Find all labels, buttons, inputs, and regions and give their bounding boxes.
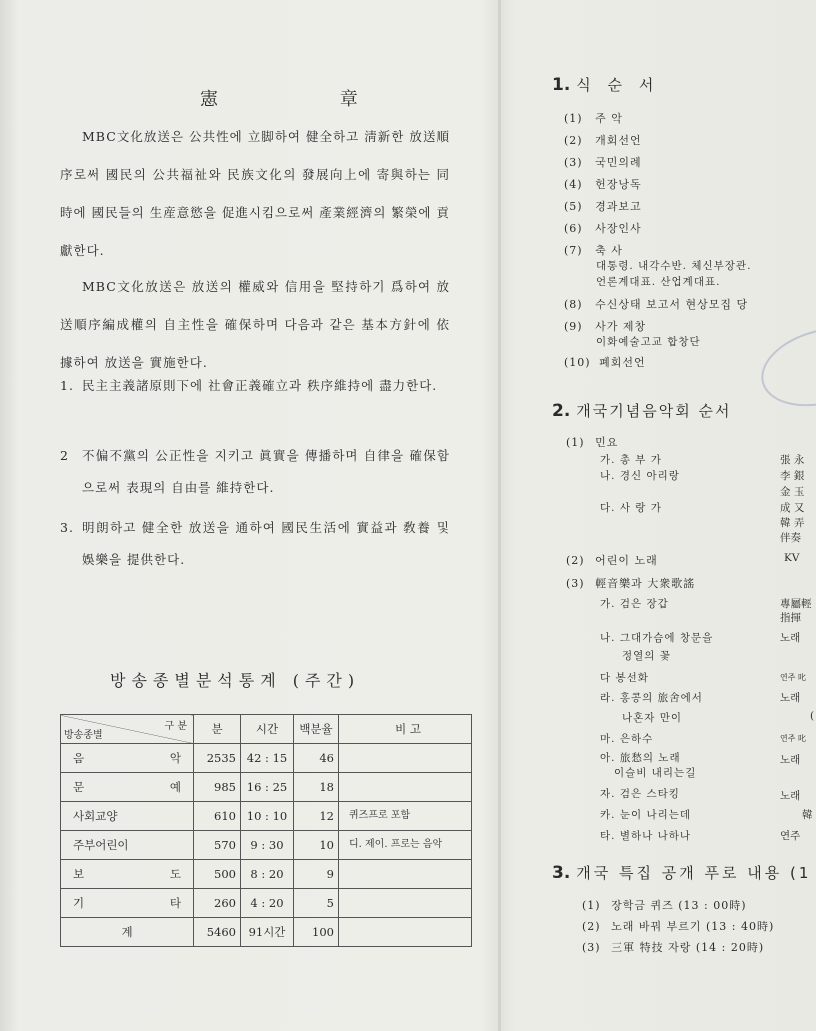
stats-header-count: 분: [194, 715, 241, 744]
stats-count: 985: [194, 773, 241, 802]
concert-performer: 韓: [802, 809, 813, 821]
concert-song: 가. 검은 장갑: [600, 598, 669, 610]
concert-song: 자. 검은 스타킹: [600, 788, 680, 800]
charter-item-1-num: 1.: [60, 378, 74, 393]
ceremony-item-label: 사가 제창: [595, 320, 647, 333]
concert-song: 정열의 꽃: [622, 650, 671, 662]
charter-item-1: [60, 370, 450, 402]
ceremony-item-label: 사장인사: [595, 222, 642, 235]
charter-item-1-text: 民主主義諸原則下에 社會正義確立과 秩序維持에 盡力한다.: [82, 378, 438, 393]
special-item-label: 장학금 퀴즈 (13 : 00時): [611, 899, 747, 912]
table-row: [61, 744, 472, 773]
concert-performer: 노래: [780, 632, 801, 644]
ceremony-item-num: (5): [564, 200, 583, 213]
charter-title: 憲 章: [200, 89, 416, 110]
stats-category: 문 예: [61, 773, 194, 802]
table-row: [61, 773, 472, 802]
special-item: [582, 918, 774, 934]
stats-table: [60, 714, 472, 947]
special-title: 개국 특집 공개 푸로 내용 (1: [576, 864, 812, 882]
ceremony-item: [564, 318, 646, 334]
ceremony-item-label: 개회선언: [595, 134, 642, 147]
table-row: [61, 889, 472, 918]
concert-song: 카. 눈이 나리는데: [600, 809, 692, 821]
ceremony-item-label: 헌장낭독: [595, 178, 642, 191]
ceremony-item: [564, 198, 642, 214]
stats-category: 주부어린이: [61, 831, 194, 860]
concert-performer: 연주: [780, 830, 801, 842]
special-item-label: 三軍 特技 자랑 (14 : 20時): [611, 941, 765, 954]
concert-performer: 指揮: [780, 612, 801, 624]
stats-percent: 18: [294, 773, 339, 802]
ceremony-item-num: (4): [564, 178, 583, 191]
special-item: [582, 897, 747, 913]
ceremony-item: [564, 354, 646, 370]
concert-song: 이슬비 내리는길: [614, 767, 697, 779]
special-num: 3.: [552, 863, 571, 883]
concert-group-label: 어린이 노래: [595, 554, 658, 567]
concert-performer: 張 永: [780, 454, 805, 466]
concert-group-label: 민요: [595, 436, 619, 449]
stats-percent: 9: [294, 860, 339, 889]
concert-performer: KV: [784, 552, 800, 564]
concert-group-num: (3): [566, 577, 585, 590]
stats-header-diag-bottom: 방송종별: [64, 730, 103, 741]
concert-performer: 노래: [780, 754, 801, 766]
ceremony-congrats-line-2: 언론계대표. 산업계대표.: [596, 276, 721, 288]
stats-count: 260: [194, 889, 241, 918]
concert-performer: 노래: [780, 790, 801, 802]
concert-performer: 노래: [780, 692, 801, 704]
concert-performer: 金 玉: [780, 486, 805, 498]
concert-heading: [552, 400, 731, 421]
charter-paragraph-2: [60, 268, 450, 382]
ceremony-heading: [552, 74, 659, 95]
stats-time: 42 : 15: [241, 744, 294, 773]
stats-header-category: [61, 715, 194, 744]
ceremony-item-label: 수신상태 보고서 현상모집 당: [595, 298, 749, 311]
stats-count: 610: [194, 802, 241, 831]
concert-group-num: (1): [566, 436, 585, 449]
stats-count: 2535: [194, 744, 241, 773]
concert-performer: 연주 叱: [780, 734, 806, 743]
stats-header-row: [61, 715, 472, 744]
stats-category: 보 도: [61, 860, 194, 889]
concert-song: 타. 별하나 나하나: [600, 830, 692, 842]
ceremony-item-num: (6): [564, 222, 583, 235]
table-row: [61, 831, 472, 860]
special-item-num: (3): [582, 941, 601, 954]
stats-title: 방송종별분석통계 (주간): [110, 671, 361, 690]
stats-count: 500: [194, 860, 241, 889]
charter-item-2: [60, 440, 450, 504]
ceremony-item-num: (1): [564, 112, 583, 125]
ceremony-item-label: 국민의례: [595, 156, 642, 169]
concert-song: 아. 旅愁의 노래: [600, 752, 681, 764]
stats-note: [339, 889, 472, 918]
stats-note: [339, 773, 472, 802]
stats-percent: 46: [294, 744, 339, 773]
ceremony-item: [564, 296, 748, 312]
ceremony-item-label: 축 사: [595, 244, 623, 257]
charter-paragraph-1: [60, 118, 450, 270]
stats-total-time: 91시간: [241, 918, 294, 947]
ceremony-item-num: (9): [564, 320, 583, 333]
stats-category: 기 타: [61, 889, 194, 918]
concert-group-3: [566, 575, 695, 591]
concert-song: 나. 그대가슴에 창문을: [600, 632, 714, 644]
faint-stamp-mark: [753, 315, 816, 419]
concert-song: 라. 홍콩의 旅舍에서: [600, 692, 703, 704]
special-item-num: (2): [582, 920, 601, 933]
stats-header-percent: 백분율: [294, 715, 339, 744]
concert-performer: 韓 弄: [780, 517, 805, 529]
ceremony-title: 식 순 서: [576, 76, 660, 94]
ceremony-congrats-line-1: 대통령. 내각수반. 체신부장관.: [596, 260, 752, 272]
concert-performer: (: [810, 710, 815, 722]
concert-group-label: 輕音樂과 大衆歌謠: [595, 577, 696, 590]
concert-performer: 李 銀: [780, 470, 805, 482]
concert-group-1: [566, 434, 618, 450]
concert-song: 나. 경신 아리랑: [600, 470, 680, 482]
charter-item-2-text: 不偏不黨의 公正性을 지키고 眞實을 傳播하며 自律을 確保함으로써 表現의 自由를 維持한다.: [82, 448, 450, 495]
charter-paragraph-2-text: MBC文化放送은 放送의 權威와 信用을 堅持하기 爲하여 放送順序編成權의 自主性을 確保하며 다음과 같은 基本方針에 依據하여 放送을 實施한다.: [60, 279, 450, 370]
concert-num: 2.: [552, 401, 571, 421]
ceremony-item-label: 폐회선언: [599, 356, 646, 369]
stats-note: 퀴즈프로 포함: [339, 802, 472, 831]
concert-performer: 伴奏: [780, 532, 801, 544]
stats-note: 디. 제이. 프로는 음악: [339, 831, 472, 860]
concert-song: 가. 총 부 가: [600, 454, 662, 466]
concert-performer: 專屬輕: [780, 598, 812, 610]
stats-percent: 10: [294, 831, 339, 860]
concert-performer: 연주 叱: [780, 673, 806, 682]
ceremony-item-num: (3): [564, 156, 583, 169]
ceremony-item-label: 주 악: [595, 112, 623, 125]
stats-header-diag-top: 구 분: [164, 721, 187, 732]
stats-category: 사회교양: [61, 802, 194, 831]
stats-category: 음 악: [61, 744, 194, 773]
stats-header-note: 비 고: [339, 715, 472, 744]
concert-performer: 成 又: [780, 502, 805, 514]
stats-note: [339, 744, 472, 773]
right-page: [500, 0, 816, 1031]
ceremony-item: [564, 154, 642, 170]
ceremony-item-num: (8): [564, 298, 583, 311]
ceremony-item-num: (7): [564, 244, 583, 257]
charter-item-3-num: 3.: [60, 520, 74, 535]
stats-count: 570: [194, 831, 241, 860]
ceremony-item: [564, 220, 642, 236]
ceremony-item: [564, 110, 623, 126]
stats-time: 16 : 25: [241, 773, 294, 802]
special-item: [582, 939, 764, 955]
charter-item-3: [60, 512, 450, 576]
stats-time: 10 : 10: [241, 802, 294, 831]
charter-item-2-num: 2: [60, 448, 69, 463]
stats-total-percent: 100: [294, 918, 339, 947]
ceremony-item-label: 경과보고: [595, 200, 642, 213]
stats-time: 9 : 30: [241, 831, 294, 860]
stats-total-count: 5460: [194, 918, 241, 947]
stats-percent: 12: [294, 802, 339, 831]
ceremony-item: [564, 132, 642, 148]
table-row: [61, 802, 472, 831]
concert-song: 나혼자 만이: [622, 712, 683, 724]
concert-title: 개국기념음악회 순서: [576, 402, 732, 420]
special-item-label: 노래 바꿔 부르기 (13 : 40時): [611, 920, 775, 933]
ceremony-item: [564, 242, 623, 258]
stats-time: 4 : 20: [241, 889, 294, 918]
special-item-num: (1): [582, 899, 601, 912]
table-row: [61, 860, 472, 889]
concert-group-2: [566, 552, 658, 568]
stats-header-time: 시간: [241, 715, 294, 744]
stats-percent: 5: [294, 889, 339, 918]
concert-song: 다 봉선화: [600, 672, 649, 684]
stats-total-note: [339, 918, 472, 947]
table-total-row: [61, 918, 472, 947]
stats-note: [339, 860, 472, 889]
concert-song: 마. 은하수: [600, 733, 654, 745]
stats-total-label: 계: [61, 918, 194, 947]
charter-paragraph-1-text: MBC文化放送은 公共性에 立脚하여 健全하고 淸新한 放送順序로써 國民의 公共福祉와 民族文化의 發展向上에 寄與하는 同時에 國民들의 生産意慾을 促進시킴으로써 產業經濟의 繁榮에 貢獻한다.: [60, 129, 450, 258]
ceremony-song-sub: 이화예술고교 합창단: [596, 336, 701, 348]
charter-item-3-text: 明朗하고 健全한 放送을 通하여 國民生活에 實益과 敎養 및 娛樂을 提供한다.: [82, 520, 450, 567]
ceremony-num: 1.: [552, 75, 571, 95]
concert-song: 다. 사 랑 가: [600, 502, 662, 514]
ceremony-item: [564, 176, 642, 192]
stats-time: 8 : 20: [241, 860, 294, 889]
ceremony-item-num: (10): [564, 356, 591, 369]
ceremony-item-num: (2): [564, 134, 583, 147]
concert-group-num: (2): [566, 554, 585, 567]
special-heading: [552, 862, 811, 883]
